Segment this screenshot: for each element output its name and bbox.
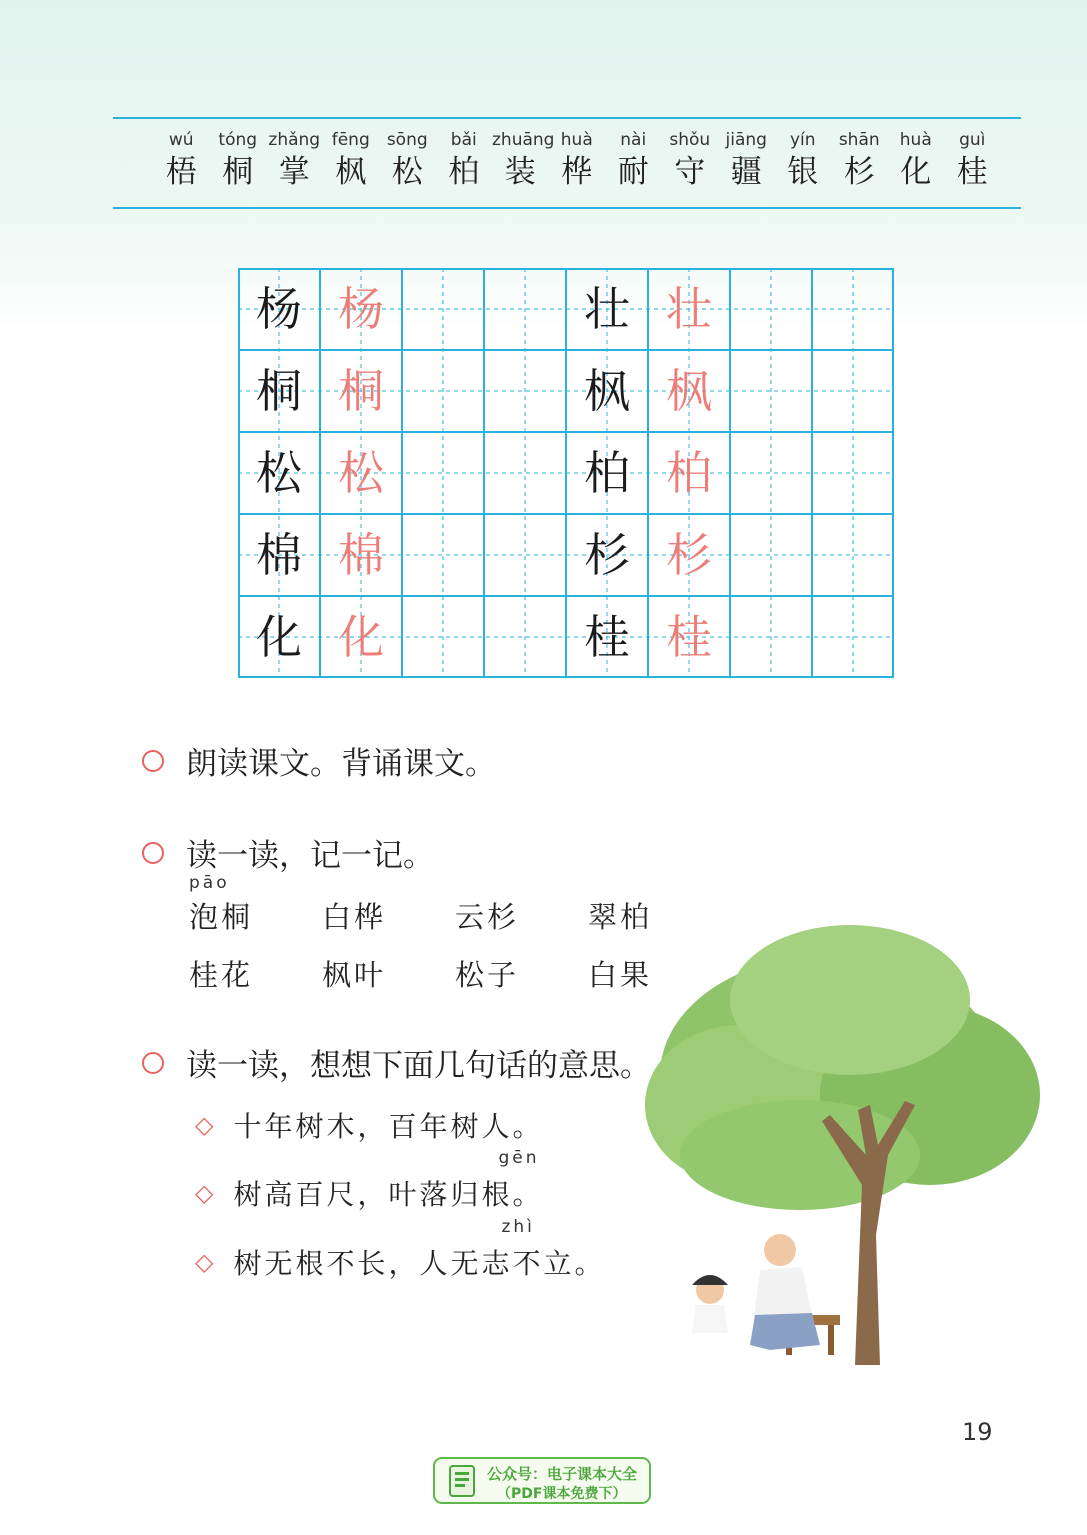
vocab-character: 梧 [165,154,197,190]
vocab-character: 耐 [617,154,649,190]
task-read-remember [142,830,434,875]
word: 白果 [588,958,653,992]
diamond-icon: ◇ [195,1179,214,1207]
trace-character: 松 [338,446,384,500]
proverb [195,1105,543,1145]
page-number: 19 [962,1418,993,1446]
vocab-pinyin: huà [560,130,593,150]
book-icon [449,1465,475,1497]
model-character: 桐 [256,364,302,418]
model-character: 杉 [584,528,630,582]
vocab-word [831,128,888,192]
proverb-pinyin: gēn [498,1148,540,1168]
task-bullet-icon [142,842,164,864]
vocab-word [210,128,267,192]
vocab-word [888,128,945,192]
vocab-pinyin: shǒu [669,130,711,150]
vocab-character: 桦 [561,154,593,190]
vocab-character: 化 [900,154,932,190]
bottom-rule [113,207,1021,209]
trace-character: 桂 [666,610,712,664]
vocab-pinyin: nài [620,130,647,150]
vocab-word [944,128,1001,192]
vocab-pinyin: shān [838,130,880,150]
vocab-word [492,128,555,192]
trace-character: 柏 [666,446,712,500]
trace-character: 桐 [338,364,384,418]
vocab-word [718,128,775,192]
vocab-character: 桂 [956,154,988,190]
vocab-pinyin: zhǎng [268,130,321,150]
proverb [195,1148,544,1213]
model-character: 桂 [584,610,630,664]
task-read-aloud [142,738,496,783]
proverb-text: 树无根不长，人无志不立。 [233,1247,606,1280]
word: 桂花 [189,958,254,992]
vocab-character: 柏 [448,154,480,190]
task-text: 朗读课文。背诵课文。 [186,746,496,782]
vocab-word [379,128,436,192]
trace-character: 壮 [666,282,712,336]
vocab-character: 掌 [278,154,310,190]
badge-line-2: （PDF课本免费下） [497,1486,627,1502]
vocab-character: 装 [504,154,536,190]
task-text: 读一读，想想下面几句话的意思。 [186,1048,651,1084]
watermark-badge [433,1457,651,1504]
vocab-character: 松 [391,154,423,190]
vocab-pinyin: bǎi [450,130,477,150]
vocab-word [662,128,719,192]
vocab-pinyin: yín [789,130,816,150]
vocab-pinyin: zhuāng [492,130,555,150]
vocab-character: 杉 [843,154,875,190]
proverb-pinyin: zhì [501,1217,535,1237]
vocab-word [266,128,323,192]
vocab-word [605,128,662,192]
vocab-pinyin: wú [168,130,194,150]
task-read-think [142,1040,651,1085]
diamond-icon: ◇ [195,1111,214,1139]
vocab-character: 守 [674,154,706,190]
vocab-character: 桐 [222,154,254,190]
word: 云杉 [455,900,520,934]
vocab-pinyin: sōng [386,130,428,150]
vocabulary-row [153,128,1001,192]
model-character: 松 [256,446,302,500]
proverb-text: 十年树木，百年树人。 [233,1110,544,1143]
word: 松子 [455,958,520,992]
proverb-text-wrap [233,1217,606,1282]
word: 白桦 [322,900,387,934]
model-character: 化 [256,610,302,664]
word: 翠柏 [588,900,653,934]
task-text: 读一读，记一记。 [186,838,434,874]
task-bullet-icon [142,750,164,772]
model-character: 壮 [584,282,630,336]
model-character: 棉 [256,528,302,582]
vocab-word [549,128,606,192]
vocab-character: 银 [787,154,819,190]
badge-line-1: 公众号：电子课本大全 [487,1465,638,1483]
vocab-pinyin: huà [899,130,932,150]
vocab-word [775,128,832,192]
word-pinyin: pāo [189,873,230,893]
vocab-character: 疆 [730,154,762,190]
proverb-text: 树高百尺，叶落归根。 [233,1178,544,1211]
vocab-character: 枫 [335,154,367,190]
word: pāo 泡桐 [189,873,254,934]
top-rule [113,117,1021,119]
model-character: 杨 [256,282,302,336]
trace-character: 枫 [666,364,712,418]
vocab-pinyin: guì [959,130,986,150]
tree-illustration [630,905,1060,1375]
vocab-pinyin: jiāng [725,130,767,150]
word: 枫叶 [322,958,387,992]
proverb-text-wrap [233,1148,544,1213]
trace-character: 杉 [666,528,712,582]
writing-grid [238,268,894,680]
trace-character: 杨 [338,282,384,336]
vocab-word [153,128,210,192]
model-character: 枫 [584,364,630,418]
task-bullet-icon [142,1052,164,1074]
vocab-pinyin: fēng [331,130,370,150]
trace-character: 化 [338,610,384,664]
vocab-word [436,128,493,192]
vocab-pinyin: tóng [218,130,258,150]
trace-character: 棉 [338,528,384,582]
proverb [195,1217,606,1282]
model-character: 柏 [584,446,630,500]
diamond-icon: ◇ [195,1248,214,1276]
vocab-word [323,128,380,192]
